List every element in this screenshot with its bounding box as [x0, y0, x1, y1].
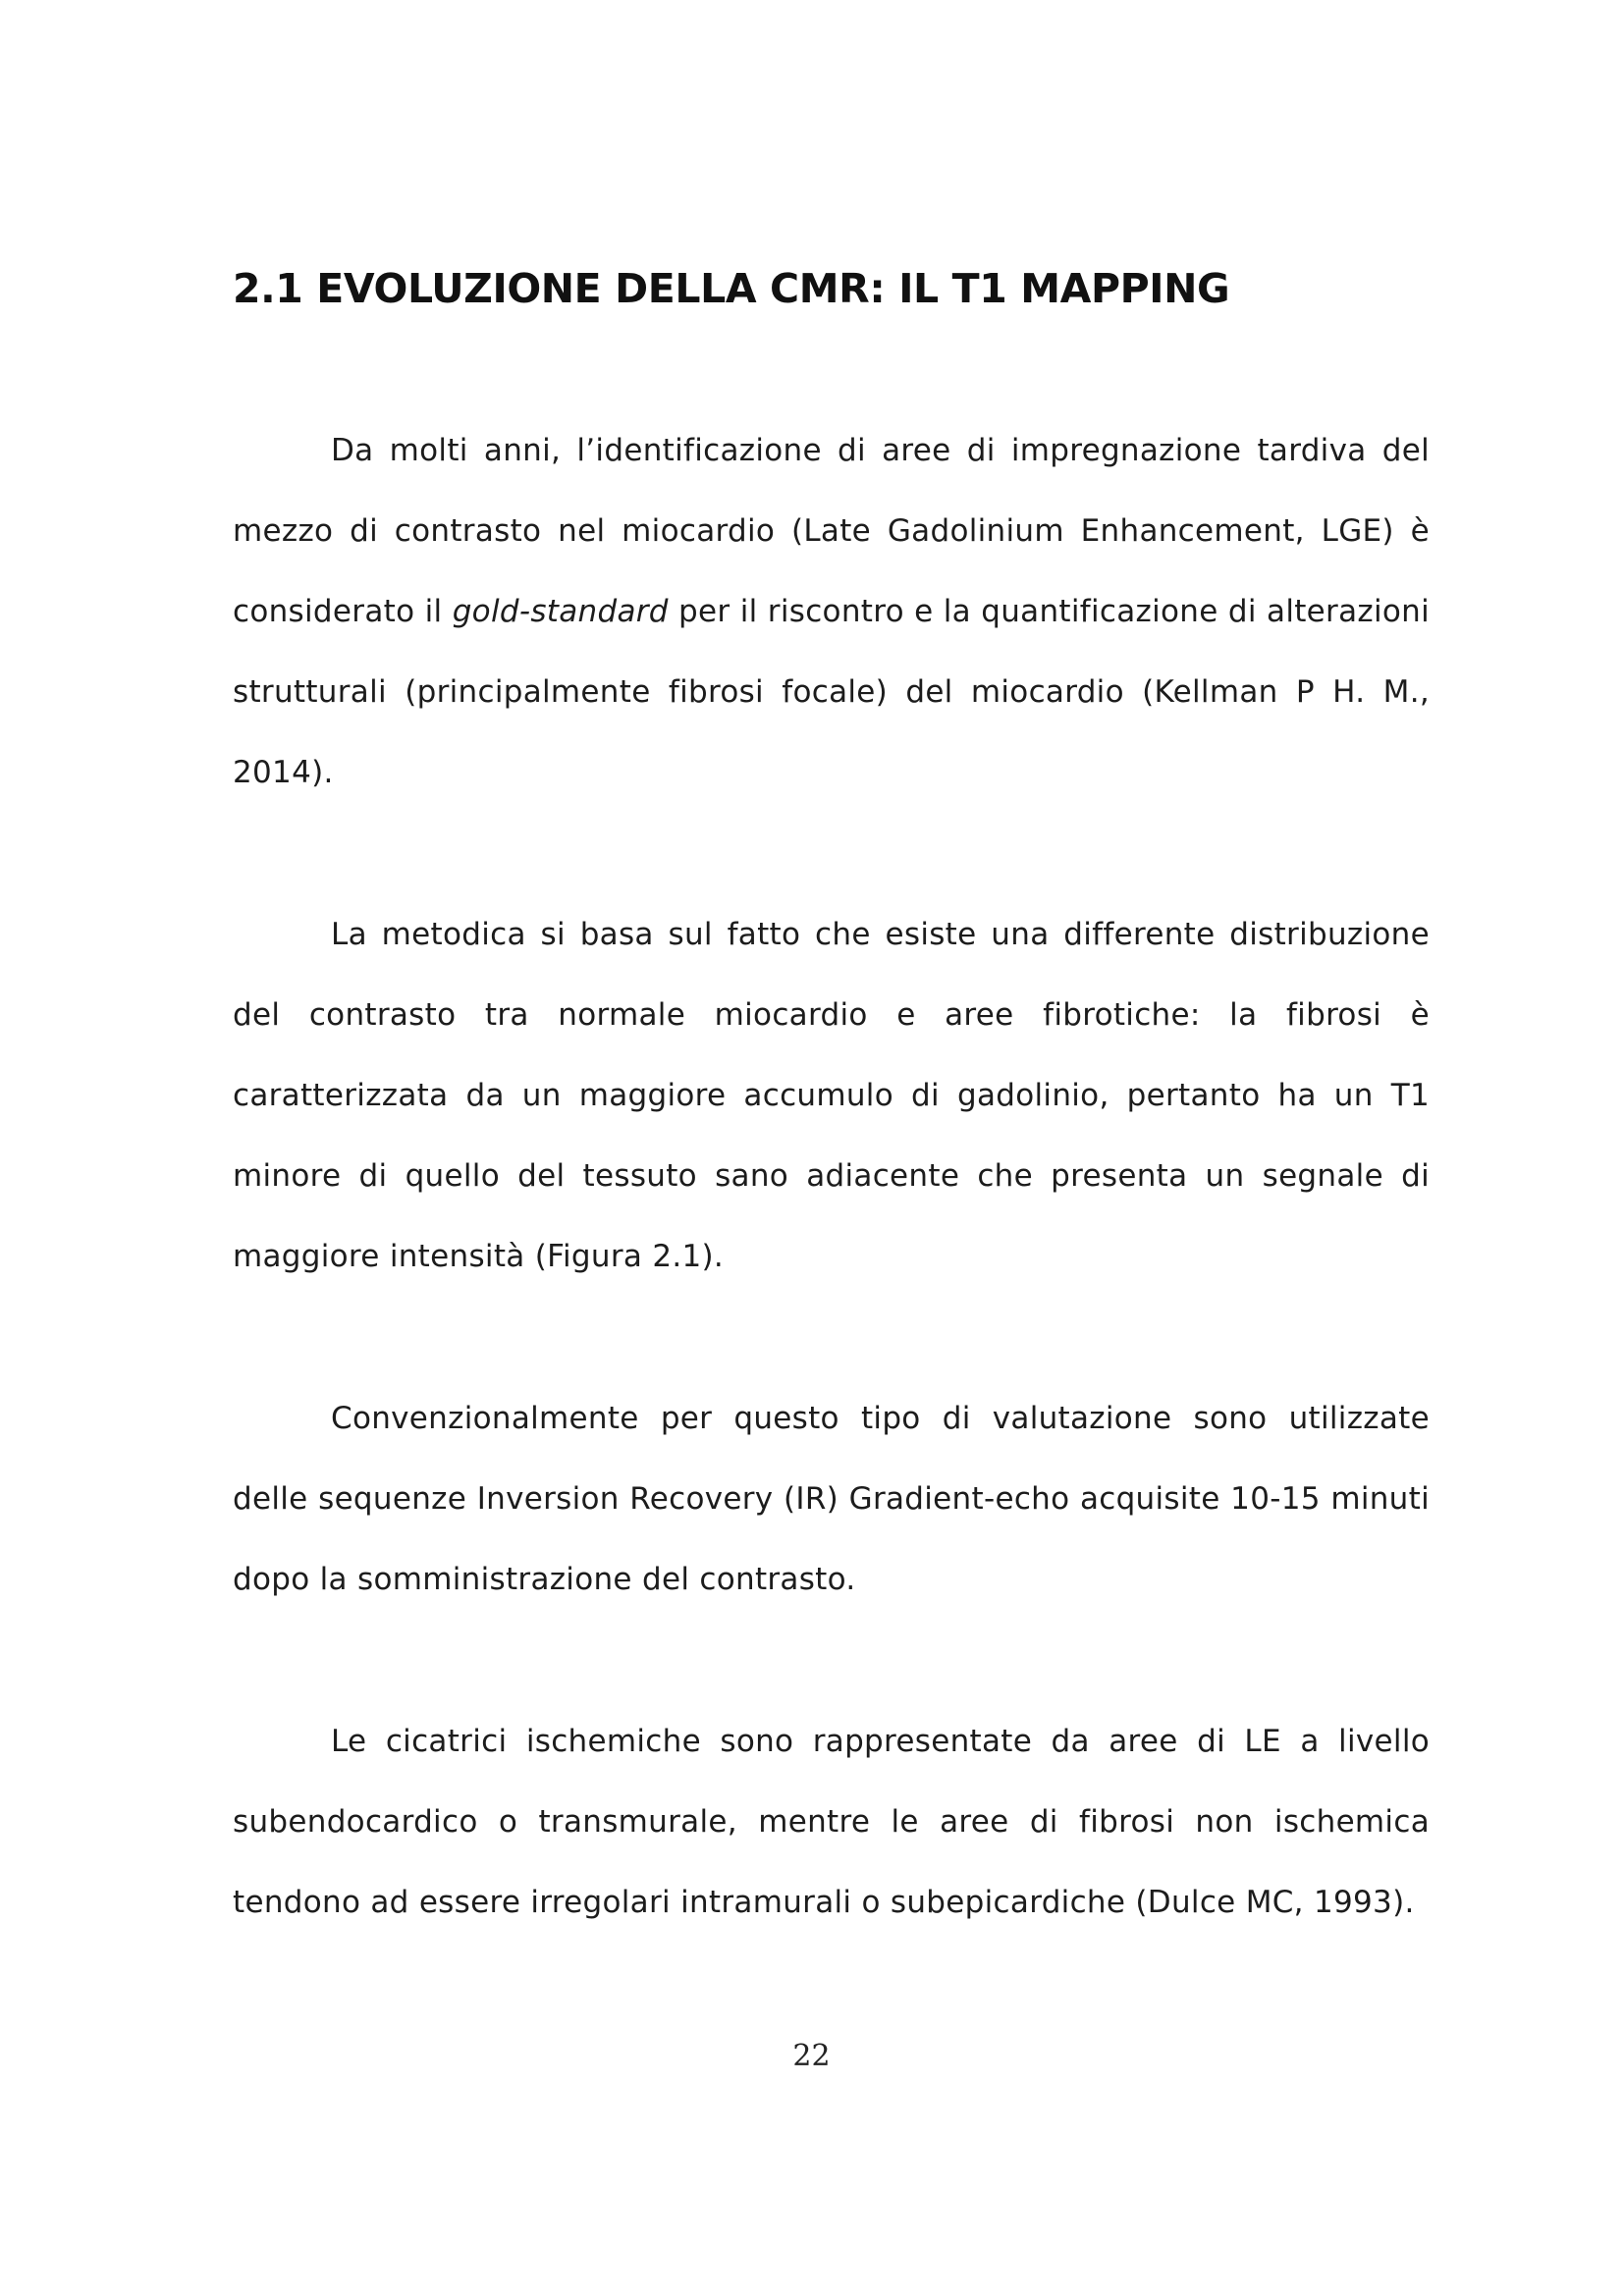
paragraph-1-text-start: Da molti anni, l’identificazione di aree di impregnazione tardiva del mezzo di contrasto nel miocardio (Late Gadolinium Enhancement, LGE) è considerato il [233, 433, 1430, 629]
gold-standard-term: gold-standard [452, 594, 669, 629]
paragraph-lge-gold-standard [233, 410, 1430, 813]
paragraph-1-text-end: per il riscontro e la quantificazione di alterazioni strutturali (principalmente fibrosi focale) del miocardio (Kellman P H. M., 2014). [233, 594, 1431, 790]
section-heading: 2.1 EVOLUZIONE DELLA CMR: IL T1 MAPPING [233, 265, 1230, 312]
paragraph-ischemic-scars: Le cicatrici ischemiche sono rappresentate da aree di LE a livello subendocardico o transmurale, mentre le aree di fibrosi non ischemica tendono ad essere irregolari intramurali o subepicardiche (Dulce MC, 1993). [233, 1724, 1430, 1920]
paragraph-inversion-recovery: Convenzionalmente per questo tipo di valutazione sono utilizzate delle sequenze Inversion Recovery (IR) Gradient-echo acquisite 10-15 minuti dopo la somministrazione del contrasto. [233, 1401, 1430, 1597]
paragraph-contrast-distribution: La metodica si basa sul fatto che esiste una differente distribuzione del contrasto tra normale miocardio e aree fibrotiche: la fibrosi è caratterizzata da un maggiore accumulo di gadolinio, pertanto ha un T1 minore di quello del tessuto sano adiacente che presenta un segnale di maggiore intensità (Figura 2.1). [233, 917, 1430, 1274]
page-number: 22 [792, 2039, 831, 2073]
